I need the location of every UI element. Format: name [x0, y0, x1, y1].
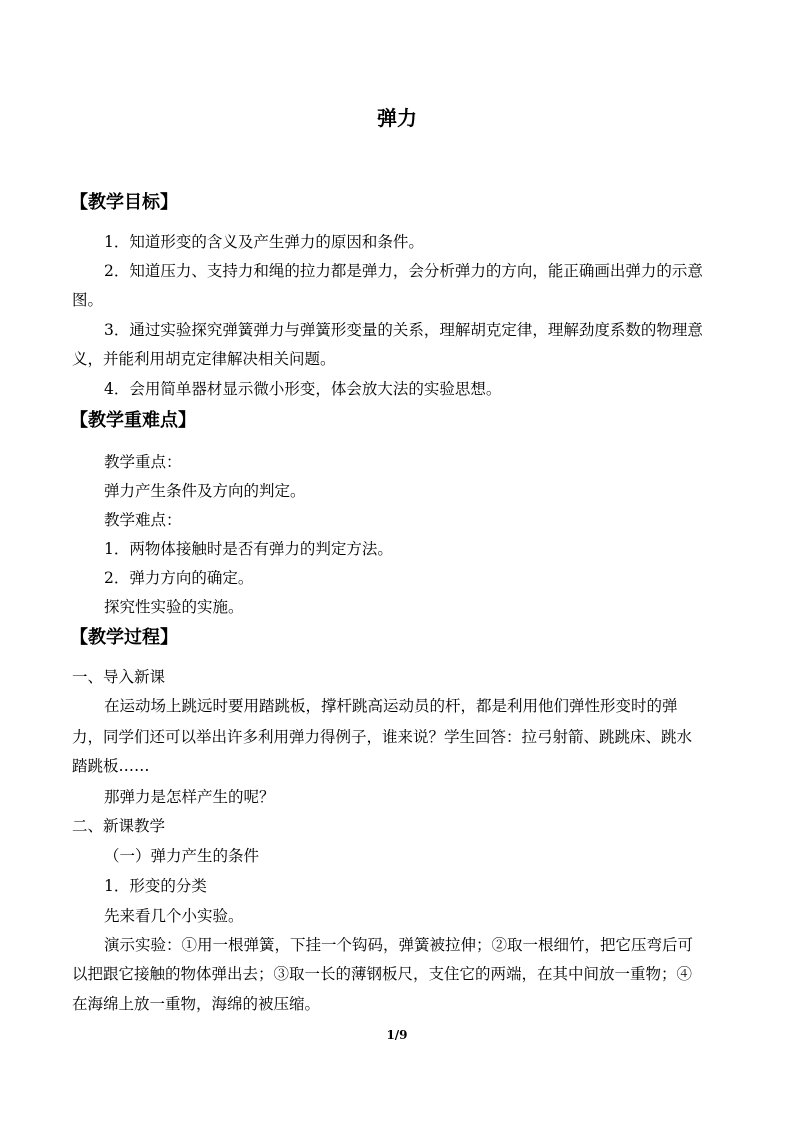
- objectives-line: 图。: [72, 291, 104, 309]
- key-points-heading: 【教学重难点】: [70, 410, 196, 431]
- process-line: 先来看几个小实验。: [104, 907, 244, 925]
- process-line: （一）弹力产生的条件: [104, 847, 260, 865]
- key-points-line: 教学重点：: [104, 453, 182, 471]
- objectives-line: 1．知道形变的含义及产生弹力的原因和条件。: [104, 233, 424, 251]
- document-title: 弹力: [377, 106, 417, 130]
- objectives-line: 4．会用简单器材显示微小形变，体会放大法的实验思想。: [104, 380, 502, 398]
- objectives-line: 3．通过实验探究弹簧弹力与弹簧形变量的关系，理解胡克定律，理解劲度系数的物理意: [104, 321, 703, 339]
- key-points-line: 2．弹力方向的确定。: [104, 569, 254, 587]
- key-points-line: 弹力产生条件及方向的判定。: [104, 482, 306, 500]
- objectives-heading: 【教学目标】: [70, 192, 178, 213]
- process-line: 那弹力是怎样产生的呢？: [104, 788, 275, 806]
- process-line: 演示实验：①用一根弹簧，下挂一个钩码，弹簧被拉伸；②取一根细竹，把它压弯后可: [104, 936, 694, 954]
- objectives-line: 义，并能利用胡克定律解决相关问题。: [72, 350, 336, 368]
- page-number: 1/9: [386, 1028, 408, 1042]
- process-line: 力，同学们还可以举出许多利用弹力得例子，谁来说？学生回答：拉弓射箭、跳跳床、跳水: [72, 728, 693, 746]
- key-points-line: 教学难点：: [104, 511, 182, 529]
- process-line: 在运动场上跳远时要用踏跳板，撑杆跳高运动员的杆，都是利用他们弹性形变时的弹: [104, 697, 678, 715]
- key-points-line: 1．两物体接触时是否有弹力的判定方法。: [104, 540, 393, 558]
- process-line: 二、新课教学: [72, 817, 166, 835]
- process-line: 1．形变的分类: [104, 877, 207, 895]
- process-heading: 【教学过程】: [70, 627, 178, 648]
- process-line: 以把跟它接触的物体弹出去；③取一长的薄钢板尺，支住它的两端，在其中间放一重物；④: [72, 965, 693, 983]
- objectives-line: 2．知道压力、支持力和绳的拉力都是弹力，会分析弹力的方向，能正确画出弹力的示意: [104, 262, 703, 280]
- process-line: 一、导入新课: [72, 668, 166, 686]
- key-points-line: 探究性实验的实施。: [104, 598, 244, 616]
- process-line: 踏跳板……: [72, 757, 150, 775]
- process-line: 在海绵上放一重物，海绵的被压缩。: [72, 995, 321, 1013]
